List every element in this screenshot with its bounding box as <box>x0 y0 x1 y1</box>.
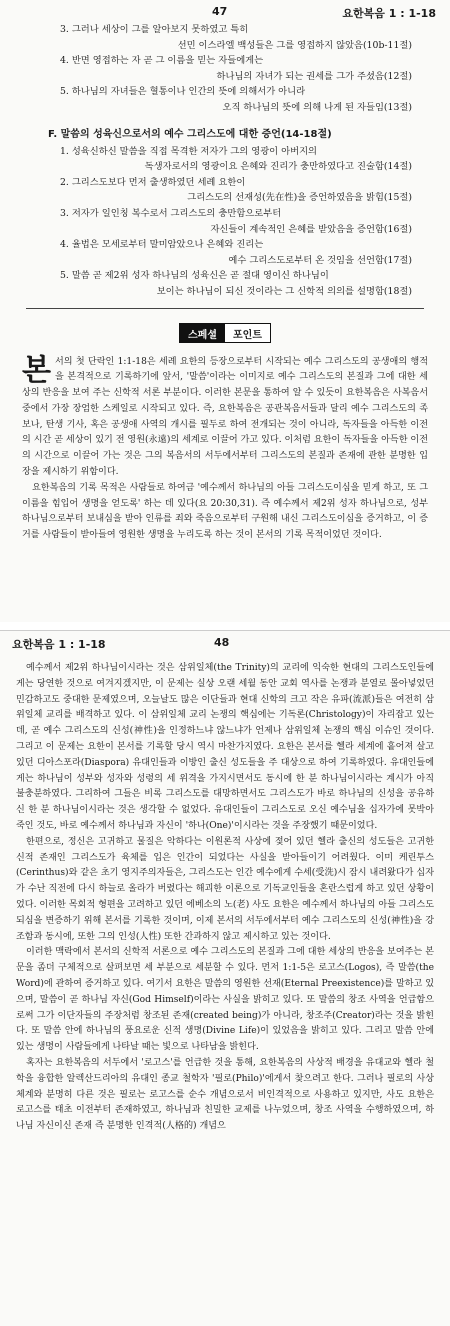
outline-item-4: 4. 반면 영접하는 자 곧 그 이름을 믿는 자들에게는 <box>60 55 264 67</box>
paragraph-1-text: 서의 첫 단락인 1:1-18은 세례 요한의 등장으로부터 시작되는 예수 그리스도의 공생애의 행적을 본격적으로 기록하기에 앞서, '말씀'이라는 이미지로 예수 그리스도의 본질과 그에 대한 세상의 반응을 보여 주는 신학적 서론 부분이다. 이러한 본문을 통하여 알 수 있듯이 요한복음은 사복음서 중에서 가장 장엄한 스케일로 시작되고 있다. 즉, 요한복음은 공관복음서들과 달리 예수 그리스도의 족보나, 탄생 기사, 혹은 공생애 사역의 개시를 필두로 하여 전개되는 것이 아니라, 독자들을 아득한 이전의 시간 곧 세상이 있기 전 영원(永遠)의 세계로 이끌어 가고 있다. 이처럼 요한이 독자들을 아득한 이전의 시간으로 이끌어 가는 것은 그의 복음서의 서두에서부터 그리스도의 본질과 존재에 관한 분명한 입장을 제시하기 위함이다. <box>22 356 428 478</box>
outline-item-5-cont: 오직 하나님의 뜻에 의해 나게 된 자들임(13절) <box>222 101 412 113</box>
page-48 <box>0 630 450 1326</box>
section-f-item-2-cont: 그리스도의 선재성(先在性)을 증언하였음을 밝힘(15절) <box>187 192 412 204</box>
outline-item-4-cont: 하나님의 자녀가 되는 권세를 그가 주셨음(12절) <box>216 70 412 82</box>
section-f-item-5: 5. 말씀 곧 제2위 성자 하나님의 성육신은 곧 절대 영이신 하나님이 <box>60 270 329 282</box>
section-f-item-5-cont: 보이는 하나님이 되신 것이라는 그 신학적 의의를 설명함(18절) <box>156 285 412 297</box>
label-special: 스페셜 <box>180 324 225 342</box>
paragraph-3: 이러한 맥락에서 본서의 신학적 서론으로 예수 그리스도의 본질과 그에 대한 세상의 반응을 보여주는 본문을 좀더 구체적으로 살펴보면 세 부분으로 세분할 수 있다. 먼저 1:1-5은 로고스(Logos), 즉 말씀(the Word)에 관하여 증거하고 있다. 여기서 요한은 말씀의 영원한 선재(Eternal Preexistence)를 말하고 있으며, 말씀이 곧 하나님 자신(God Himself)이라는 사실을 밝히고 있다. 또 말씀의 창조 사역을 언급함으로써 그가 이단자들의 주장처럼 창조된 존재(created being)가 아니라, 창조주(Creator)라는 것을 밝힌다. 또 말씀 안에 하나님의 풍요로운 신적 생명(Divine Life)이 있었음을 밝히고 있다. 그리고 말씀 안에 있는 생명이 사람들에게 나타날 때는 빛으로 나타남을 밝힌다. <box>16 947 434 1053</box>
section-f-item-1-cont: 독생자로서의 영광이요 은혜와 진리가 충만하였다고 진술함(14절) <box>144 161 412 173</box>
paragraph-1: 예수께서 제2위 하나님이시라는 것은 삼위일체(the Trinity)의 교리에 익숙한 현대의 그리스도인들에게는 당연한 것으로 여겨지겠지만, 이 문제는 실상 오랜 세월 동안 교회 역사를 논쟁과 분열로 몰아넣었던 민감하고도 중대한 문제였으며, 오늘날도 많은 이단들과 현대 신학의 크고 작은 유파(流派)들은 여전히 삼위일체 교리를 배격하고 있다. 이 삼위일체 교리 논쟁의 핵심에는 기독론(Christology)이 자리잡고 있는데, 곧 예수 그리스도의 신성(神性)을 인정하느냐 않느냐가 언제나 삼위일체 논쟁의 핵심 이슈인 것이다. 그리고 이 문제는 요한이 본서를 기록할 당시 역시 마찬가지였다. 요한은 본서를 헬라 세계에 흩어져 살고 있던 디아스포라(Diaspora) 유대인들과 이방인 출신 성도들을 주 대상으로 하여 기록하였다. 유대인들에게는 하나님이 성부와 성자와 성령의 세 위격을 가지시면서도 동시에 한 분 하나님이시라는 계시가 아직 불충분하였다. 그리하여 그들은 비록 그리스도를 대망하면서도 그리스도가 바로 하나님의 신성을 공유하신 한 분 하나님이시라는 것은 생각할 수 없었다. 유대인들이 그리스도로 오신 예수님을 십자가에 못박아 죽인 것도, 바로 예수께서 하나님과 자신이 '하나(One)'이시라는 것을 주장했기 때문이었다. <box>16 663 434 831</box>
special-point-body <box>22 352 428 545</box>
section-f-item-1: 1. 성육신하신 말씀을 직접 목격한 저자가 그의 영광이 아버지의 <box>60 145 318 157</box>
page-47 <box>0 0 450 622</box>
book-reference: 요한복음 1 : 1-18 <box>342 7 436 20</box>
paragraph-1 <box>22 352 428 481</box>
book-reference: 요한복음 1 : 1-18 <box>12 638 106 651</box>
section-f-item-4: 4. 율법은 모세로부터 말미암았으나 은혜와 진리는 <box>60 239 264 251</box>
label-point: 포인트 <box>225 324 270 342</box>
special-point-box <box>179 323 271 343</box>
outline-continued <box>0 22 450 116</box>
paragraph-2: 한편으로, 정신은 고귀하고 물질은 악하다는 이원론적 사상에 젖어 있던 헬라 출신의 성도들은 고귀한 신적 존재인 그리스도가 육체를 입은 인간이 되었다는 사실을 받아들이기 어려웠다. 이미 케린투스(Cerinthus)와 같은 초기 영지주의자들은, 그리스도는 인간 예수에게 수세(受洗)시 잠시 내려왔다가 십자가 수난 직전에 다시 하늘로 올라가 버렸다는 해괴한 이론으로 기독교인들을 혼란스럽게 하고 있던 상황이었다. 이러한 목회적 형편을 고려하고 있던 에베소의 노(老) 사도 요한은 예수께서 하나님의 아들 그리스도되심을 변증하기 위해 본서를 기록한 것이며, 이제 본서의 서두에서부터 예수 그리스도의 신성(神性)을 강조함과 동시에, 또한 그의 인성(人性) 또한 간과하지 않고 제시하고 있는 것이다. <box>16 836 434 942</box>
outline-item-3: 3. 그러나 세상이 그를 알아보지 못하였고 특히 <box>60 24 249 35</box>
section-f-title: F. 말씀의 성육신으로서의 예수 그리스도에 대한 증언(14-18절) <box>48 128 332 140</box>
section-f-item-4-cont: 예수 그리스도로부터 온 것임을 선언함(17절) <box>228 254 412 266</box>
running-head-bottom <box>0 631 450 653</box>
drop-cap: 본 <box>22 352 51 388</box>
section-f-item-3: 3. 저자가 일인칭 복수로서 그리스도의 충만함으로부터 <box>60 207 282 219</box>
paragraph-2: 요한복음의 기록 목적은 사람들로 하여금 '예수께서 하나님의 아들 그리스도이심을 믿게 하고, 또 그 이름을 힘입어 생명을 얻도록' 하는 데 있다(요 20:30,31). 즉 예수께서 제2위 성자 하나님으로, 성부 하나님으로부터 보내심을 받아 인류를 죄와 죽음으로부터 구원해 내신 그리스도이심을 증거하고, 이 증거를 사람들이 받아들여 영원한 생명을 누리도록 하는 것이 본서의 기록 목적이었던 것이다. <box>22 482 428 541</box>
section-f-item-3-cont: 자신들이 계속적인 은혜를 받았음을 증언함(16절) <box>210 223 412 235</box>
paragraph-4: 혹자는 요한복음의 서두에서 '로고스'를 언급한 것을 통해, 요한복음의 사상적 배경을 유대교와 헬라 철학을 융합한 알렉산드리아의 유대인 종교 철학자 '필로(Philo)'에게서 찾으려고 한다. 그러나 필로의 사상 체계와 분명히 다른 것은 필로는 로고스를 순수 개념으로서 비인격적으로 사용하고 있지만, 사도 요한은 로고스를 태초 이전부터 존재하였고, 하나님과 친밀한 교제를 나누었으며, 창조 사역을 수행하였으며, 하나님 자신이신 존재 즉 분명한 인격적(人格的) 개념으 <box>16 1057 434 1132</box>
outline-item-3-cont: 선민 이스라엘 백성들은 그를 영접하지 않았음(10b-11절) <box>177 39 412 51</box>
divider-rule <box>26 308 424 309</box>
section-f-list <box>0 144 450 300</box>
outline-item-5: 5. 하나님의 자녀들은 혈통이나 인간의 뜻에 의해서가 아니라 <box>60 86 306 98</box>
commentary-body <box>16 661 434 1135</box>
running-head-top <box>0 0 450 22</box>
page-number: 48 <box>214 636 230 649</box>
special-point-label <box>0 323 450 343</box>
section-f-item-2: 2. 그리스도보다 먼저 출생하였던 세례 요한이 <box>60 176 246 188</box>
page-number: 47 <box>212 5 228 18</box>
